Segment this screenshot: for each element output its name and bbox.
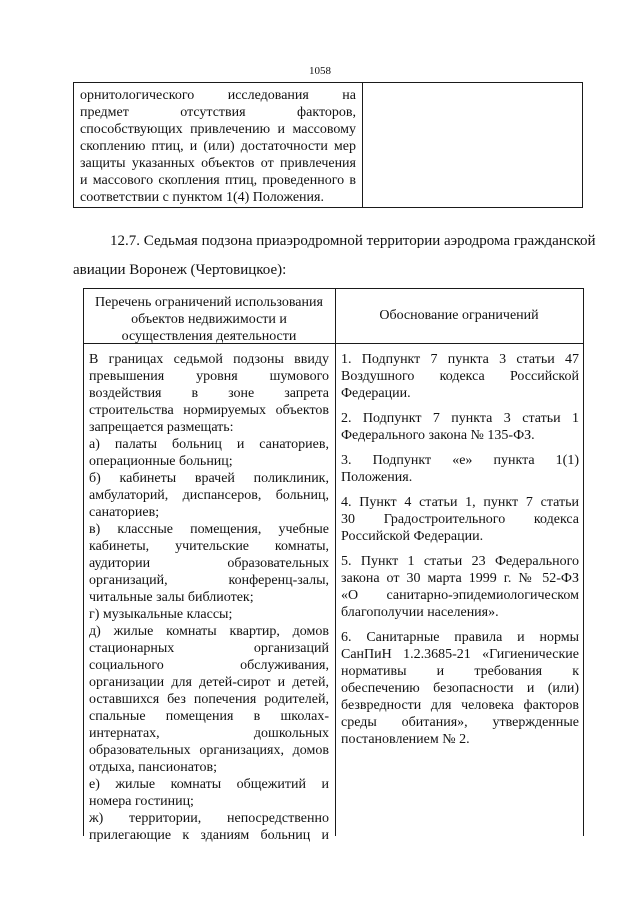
- text-line: обеспечению безопасности и (или): [341, 681, 579, 696]
- justification-cell: [341, 351, 579, 748]
- text-line: г) музыкальные классы;: [89, 607, 233, 622]
- text-line: в) классные помещения, учебные: [89, 522, 329, 537]
- text-line: Российской Федерации.: [341, 529, 484, 544]
- text-line: санаториев;: [89, 505, 160, 520]
- section-heading-line-2: авиации Воронеж (Чертовицкое):: [73, 262, 287, 278]
- text-line: «О санитарно-эпидемиологическом: [341, 588, 579, 603]
- text-line: прилегающие к зданиям больниц и: [89, 828, 329, 843]
- text-line: амбулаторий, диспансеров, больниц,: [89, 488, 329, 503]
- text-line: строительства нормируемых объектов: [89, 403, 329, 418]
- restrictions-cell: [89, 351, 329, 844]
- text-line: 6. Санитарные правила и нормы: [341, 630, 579, 645]
- text-line: кабинеты, учительские комнаты,: [89, 539, 329, 554]
- text-line: читальные залы библиотек;: [89, 590, 254, 605]
- text-line: ж) территории, непосредственно: [89, 811, 329, 826]
- top-table-top-border: [73, 82, 583, 83]
- top-table-left-border: [73, 82, 74, 208]
- text-line: е) жилые комнаты общежитий и: [89, 777, 329, 792]
- text-line: социального обслуживания,: [89, 658, 329, 673]
- text-line: 5. Пункт 1 статьи 23 Федерального: [341, 554, 579, 569]
- header-left-cell: [86, 294, 332, 345]
- top-table-right-border: [582, 82, 583, 208]
- text-line: а) палаты больниц и санаториев,: [89, 437, 329, 452]
- text-line: д) жилые комнаты квартир, домов: [89, 624, 329, 639]
- page-number: 1058: [309, 65, 331, 77]
- main-table-left-border: [83, 288, 84, 836]
- text-line: интернатах, дошкольных: [89, 726, 329, 741]
- justification-entry-4: [341, 494, 579, 545]
- main-table-divider: [335, 288, 336, 836]
- text-line: постановлением № 2.: [341, 732, 470, 747]
- justification-entry-6: [341, 629, 579, 748]
- text-line: 1. Подпункт 7 пункта 3 статьи 47: [341, 352, 579, 367]
- text-line: организаций, конференц-залы,: [89, 573, 329, 588]
- header-right-cell: [338, 307, 580, 324]
- main-table-right-border: [583, 288, 584, 836]
- header-left-line: объектов недвижимости и: [131, 312, 287, 327]
- text-line: безвредности для человека факторов: [341, 698, 579, 713]
- justification-entry-1: [341, 351, 579, 402]
- top-table-divider: [362, 82, 363, 208]
- text-line: нормативы и требования к: [341, 664, 579, 679]
- text-line: операционные больниц;: [89, 454, 233, 469]
- text-line: СанПиН 1.2.3685-21 «Гигиенические: [341, 647, 579, 662]
- text-line: защиты указанных объектов от привлечения: [80, 156, 356, 171]
- text-line: стационарных организаций: [89, 641, 329, 656]
- text-line: воздействия в зоне запрета: [89, 386, 329, 401]
- text-line: В границах седьмой подзоны ввиду: [89, 352, 329, 367]
- text-line: номера гостиниц;: [89, 794, 194, 809]
- text-line: закона от 30 марта 1999 г. № 52-ФЗ: [341, 571, 579, 586]
- text-line: способствующих привлечению и массовому: [80, 122, 356, 137]
- text-line: б) кабинеты врачей поликлиник,: [89, 471, 329, 486]
- text-line: организации для детей-сирот и детей,: [89, 675, 329, 690]
- text-line: среды обитания», утвержденные: [341, 715, 579, 730]
- header-left-line: осуществления деятельности: [121, 329, 297, 344]
- text-line: оставшихся без попечения родителей,: [89, 692, 329, 707]
- text-line: аудитории образовательных: [89, 556, 329, 571]
- text-line: отдыха, пансионатов;: [89, 760, 217, 775]
- justification-entry-3: [341, 452, 579, 486]
- section-heading-line-1: 12.7. Седьмая подзона приаэродромной территории аэродрома гражданской: [110, 233, 596, 249]
- text-line: Воздушного кодекса Российской: [341, 369, 579, 384]
- text-line: превышения уровня шумового: [89, 369, 329, 384]
- text-line: запрещается размещать:: [89, 420, 234, 435]
- text-line: Положения.: [341, 470, 413, 485]
- text-line: спальные помещения в школах-: [89, 709, 329, 724]
- justification-entry-5: [341, 553, 579, 621]
- top-table-left-cell: [80, 87, 356, 206]
- text-line: 2. Подпункт 7 пункта 3 статьи 1: [341, 411, 579, 426]
- text-line: 3. Подпункт «е» пункта 1(1): [341, 453, 579, 468]
- text-line: Федерации.: [341, 386, 411, 401]
- text-line: 30 Градостроительного кодекса: [341, 512, 579, 527]
- text-line: и массового скопления птиц, проведенного в: [80, 173, 356, 188]
- text-line: образовательных организациях, домов: [89, 743, 329, 758]
- justification-entry-2: [341, 410, 579, 444]
- text-line: 4. Пункт 4 статьи 1, пункт 7 статьи: [341, 495, 579, 510]
- header-right-text: Обоснование ограничений: [379, 308, 539, 323]
- text-line: соответствии с пунктом 1(4) Положения.: [80, 190, 324, 205]
- top-table-bottom-border: [73, 207, 583, 208]
- text-line: предмет отсутствия факторов,: [80, 105, 356, 120]
- text-line: Федерального закона № 135-ФЗ.: [341, 428, 535, 443]
- header-left-line: Перечень ограничений использования: [95, 295, 323, 310]
- main-table-top-border: [83, 288, 584, 289]
- text-line: орнитологического исследования на: [80, 88, 356, 103]
- text-line: благополучии населения».: [341, 605, 499, 620]
- text-line: скоплению птиц, и (или) достаточности мер: [80, 139, 356, 154]
